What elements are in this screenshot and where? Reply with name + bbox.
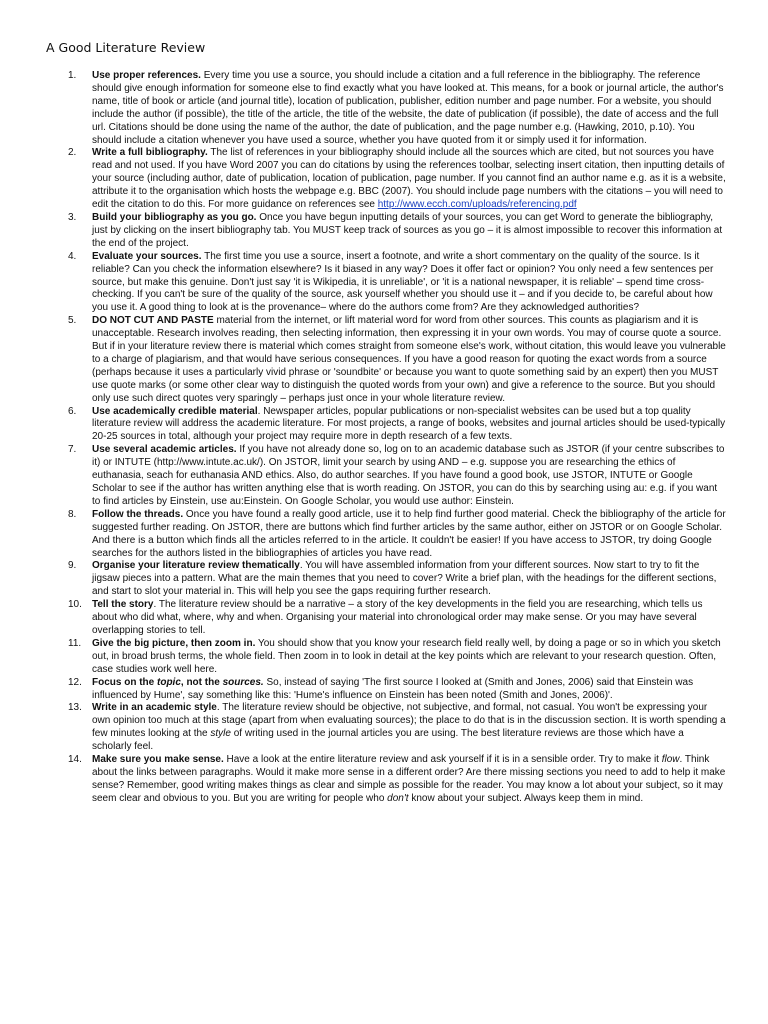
item-heading: Build your bibliography as you go. — [92, 211, 257, 223]
item-heading: Evaluate your sources. — [92, 250, 202, 262]
item-number: 5. — [68, 315, 77, 327]
item-number: 9. — [68, 560, 77, 572]
item-text: know about your subject. Always keep them in mind. — [408, 792, 644, 804]
item-heading: Use academically credible material — [92, 405, 258, 417]
item-heading: Write in an academic style — [92, 702, 217, 714]
item-text: . Think about the links between paragraphs. Would it make more sense in a different order? Are there missing sections you need to add to help it make sense? Remember, good writing makes things as clear and simple as possible for the reader. You may know a lot about your subject, so it may seem clear and obvious to you. But you are writing for people who — [92, 754, 726, 804]
reference-link[interactable]: http://www.ecch.com/uploads/referencing.pdf — [377, 199, 577, 211]
list-item — [46, 251, 726, 316]
item-number: 12. — [68, 676, 82, 688]
item-text: So, instead of saying 'The first source I looked at (Smith and Jones, 2006) said that Einstein was influenced by Hume', say something like this: 'Hume's influence on Einstein has been noted (Smith and Jones, 2006)'. — [92, 676, 694, 701]
document-page — [46, 40, 726, 806]
item-heading: Use several academic articles. — [92, 444, 237, 456]
item-text: The first time you use a source, insert a footnote, and write a short commentary on the quality of the source. Is it reliable? Can you check the information elsewhere? Is it biased in any way? Does it offer fact or opinion? You only need a few sentences per source, but make this genuine. Don't just say 'it is Wikipedia, it is unreliable', or 'it is a national newspaper, it is reliable' – spend time cross-checking. If you can't be sure of the quality of the source, ask yourself whether you should use it – and if you decide to, be careful about how you use it. A good thing to look at is the provenance– where do the authors come from? Are they acknowledged authorities? — [92, 250, 714, 314]
item-heading: Write a full bibliography. — [92, 147, 208, 159]
item-text: Have a look at the entire literature review and ask yourself if it is in a sensible order. Try to make it — [223, 754, 662, 766]
item-text: topic — [157, 676, 181, 688]
list-item — [46, 702, 726, 754]
item-number: 6. — [68, 405, 77, 417]
item-text: The list of references in your bibliography should include all the sources which are cited, but not sources you have read and not used. If you have Word 2007 you can do citations by using the references toolbar, selecting insert citation, then inputting details of your source (including author, date of publication, location of publication, page number. If you cannot find an author name e.g. as it is a website, attribute it to the organisation which hosts the webpage e.g. BBC (2007). You should include page numbers with the citations – you will need to edit the citation to do this. For more guidance on references see — [92, 147, 726, 211]
item-text: Once you have found a really good article, use it to help find further good material. Check the bibliography of the article for suggested further reading. On JSTOR, there are buttons which find further articles by the same author, either on JSTOR or on Google Scholar. And there is a button which finds all the articles referred to in the article. It couldn't be easier! If you have access to JSTOR, try doing Google searches for the authors listed in the bibliographies of articles you have read. — [92, 508, 726, 559]
item-number: 13. — [68, 702, 82, 714]
item-text: . The literature review should be objective, not subjective, and formal, not casual. You won't be expressing your own opinion too much at this stage (apart from when evaluating sources); the place to do that is in the discussion section. It is worth spending a few minutes looking at the — [92, 702, 726, 740]
list-item — [46, 315, 726, 405]
item-heading: Give the big picture, then zoom in. — [92, 637, 256, 649]
list-item — [46, 754, 726, 806]
list-item — [46, 70, 726, 147]
list-item — [46, 638, 726, 677]
item-text: . You will have assembled information from your different sources. Now start to try to fit the jigsaw pieces into a pattern. What are the main themes that you need to cover? Write a brief plan, with the headings for the different sections, and start to slot your material in. This will help you see the gaps requiring further research. — [92, 560, 717, 598]
item-text: Once you have begun inputting details of your sources, you can get Word to generate the bibliography, just by clicking on the insert bibliography tab. You MUST keep track of sources as you go – it is almost impossible to recover this information at the end of the project. — [92, 211, 723, 249]
item-number: 14. — [68, 754, 82, 766]
item-number: 7. — [68, 444, 77, 456]
item-text: If you have not already done so, log on to an academic database such as JSTOR (if your centre subscribes to it) or INTUTE (http://www.intute.ac.uk/). On JSTOR, limit your search by using AND – e.g. suppose you are researching the ethics of euthanasia, seach for euthanasia AND ethics. Also, do author searches. If you have found a good book, use JSTOR, INTUTE or Google Scholar to see if the author has written anything else that is worth reading. On JSTOR, you can do this by searching using au: e.g. if you want to find articles by Einstein, use au:Einstein. On Google Scholar, you would use author: Einstein. — [92, 444, 725, 507]
item-heading: Make sure you make sense. — [92, 754, 224, 766]
item-text: , not the — [180, 676, 223, 688]
item-number: 4. — [68, 250, 77, 262]
item-text: flow — [661, 754, 680, 766]
list-item — [46, 509, 726, 561]
item-text: . The literature review should be a narrative – a story of the key developments in the field you are researching, which tells us about who did what, where, why and when. Organising your material into chronological order may make sense. Or you may have several overlapping stories to tell. — [92, 599, 703, 636]
item-text: sources. — [222, 676, 264, 688]
item-number: 2. — [68, 147, 77, 159]
list-item — [46, 599, 726, 638]
guideline-list — [46, 70, 726, 806]
item-heading: DO NOT CUT AND PASTE — [92, 315, 214, 327]
item-text: Every time you use a source, you should include a citation and a full reference in the bibliography. The reference should give enough information for someone else to find exactly what you have looked at. This means, for a book or journal article, the author's name, title of book or article (and journal title), location of publication, publisher, edition number and page number. For a website, you should include the author (if possible), the title of the article, the title of the website, the date of publication (if possible), the date of access and the full url. Citations should be done using the name of the author, the date of publication, and the page number e.g. (Hawking, 2010, p.10). You should include a citation whenever you have used a source, whether you have quoted from it or simply used it for information. — [92, 70, 724, 146]
list-item — [46, 444, 726, 509]
item-text: of writing used in the journal articles you are using. The best literature reviews are those which have a scholarly feel. — [92, 728, 684, 753]
item-heading: Follow the threads. — [92, 508, 184, 520]
list-item — [46, 147, 726, 212]
item-heading: Focus on the — [92, 676, 157, 688]
document-title: A Good Literature Review — [46, 40, 206, 55]
item-heading: Use proper references. — [92, 70, 201, 81]
item-number: 11. — [68, 637, 82, 649]
item-number: 10. — [68, 599, 82, 611]
item-text: don't — [387, 792, 409, 804]
item-text: material from the internet, or lift material word for word from other sources. This counts as plagiarism and it is unacceptable. Research involves reading, then selecting information, then expressing it in your own words. You may of course quote a source. But if in your literature review there is material which comes straight from someone else's work, without citation, this would leave you vulnerable to a charge of plagiarism, and that would have serious consequences. If you have a good reason for quoting the exact words from a source (perhaps because it uses a particularly vivid phrase or 'soundbite' or because you want to quote something said by an expert) then you MUST use quote marks (or some other clear way to distinguish the quoted words from your own) and give a reference to the source. But you should only use such direct quotes very sparingly – perhaps just once in your whole literature review. — [92, 315, 726, 404]
item-number: 3. — [68, 211, 77, 223]
list-item — [46, 677, 726, 703]
list-item — [46, 560, 726, 599]
list-item — [46, 406, 726, 445]
item-number: 8. — [68, 508, 77, 520]
item-number: 1. — [68, 70, 77, 81]
list-item — [46, 212, 726, 251]
item-heading: Tell the story — [92, 599, 154, 611]
item-text: You should show that you know your research field really well, by doing a page or so in which you sketch out, in broad brush terms, the whole field. Then zoom in to look in detail at the key points which are relevant to your research question. Often, case studies work well here. — [92, 637, 721, 675]
item-text: . Newspaper articles, popular publications or non-specialist websites can be used but a top quality literature review will address the academic literature. For most projects, a range of books, websites and journal articles should be used-typically 20-25 sources in total, although your project may require more in depth research of a few texts. — [92, 405, 726, 443]
item-text: style — [210, 728, 231, 740]
item-heading: Organise your literature review thematically — [92, 560, 300, 572]
